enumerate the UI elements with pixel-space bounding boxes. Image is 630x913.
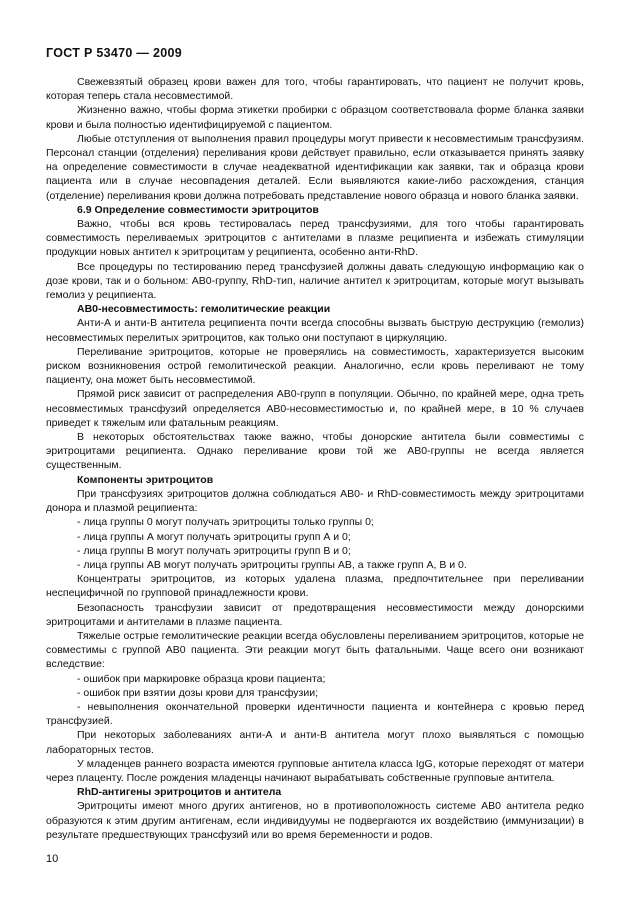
page-number: 10 (46, 853, 59, 865)
paragraph: Безопасность трансфузии зависит от предотвращения несовместимости между донорскими эритроцитами и антителами в плазме пациента. (46, 601, 584, 628)
list-item: - лица группы 0 могут получать эритроциты только группы 0; (77, 516, 374, 529)
list-item: - лица группы АВ могут получать эритроциты группы АВ, а также групп А, В и 0. (77, 558, 467, 571)
subsection-heading: АВ0-несовместимость: гемолитические реакции (77, 303, 331, 316)
list-item: - лица группы А могут получать эритроциты групп А и 0; (77, 530, 351, 543)
paragraph: При некоторых заболеваниях анти-А и анти-В антитела могут плохо выявляться с помощью лабораторных тестов. (46, 729, 584, 756)
paragraph: Жизненно важно, чтобы форма этикетки пробирки с образцом соответствовала форме бланка заявки крови и была полностью идентифицируемой с пациентом. (46, 104, 584, 131)
paragraph: Тяжелые острые гемолитические реакции всегда обусловлены переливанием эритроцитов, которые не совместимы с группой АВ0 пациента. Эти реакции могут быть фатальными. Чаще всего они возникают вследствие: (46, 629, 584, 671)
paragraph: Свежевзятый образец крови важен для того, чтобы гарантировать, что пациент не получит кровь, которая теперь стала несовместимой. (46, 76, 584, 103)
list-item: - ошибок при взятии дозы крови для трансфузии; (77, 686, 319, 699)
subsection-heading: RhD-антигены эритроцитов и антитела (77, 786, 282, 799)
paragraph: Прямой риск зависит от распределения АВ0-групп в популяции. Обычно, по крайней мере, одна треть несовместимых трансфузий определяется АВ0-несовместимостью и, по крайней мере, в 10 % случаев приведет к тяжелым или фатальным реакциям. (46, 388, 584, 429)
document-header: ГОСТ Р 53470 — 2009 (46, 46, 182, 60)
paragraph: Все процедуры по тестированию перед трансфузией должны давать следующую информацию как о дозе крови, так и о больном: АВ0-группу, RhD-тип, наличие антител к эритроцитам, которые могут вызывать гемолиз у реципиента. (46, 260, 584, 302)
paragraph: Анти-А и анти-В антитела реципиента почти всегда способны вызвать быструю деструкцию (гемолиз) несовместимых перелитых эритроцитов, как только они поступают в циркуляцию. (46, 317, 584, 344)
paragraph: Переливание эритроцитов, которые не проверялись на совместимость, характеризуется высоким риском возникновения острой гемолитической реакции. Аналогично, если кровь переливают не тому пациенту, она может быть несовместимой. (46, 345, 584, 387)
paragraph: В некоторых обстоятельствах также важно, чтобы донорские антитела были совместимы с эритроцитами реципиента. Однако переливание крови той же АВ0-группы не всегда является существенным. (46, 431, 584, 472)
paragraph: У младенцев раннего возраста имеются групповые антитела класса IgG, которые переходят от матери через плаценту. После рождения младенцы начинают вырабатывать собственные групповые антитела. (46, 757, 584, 784)
list-item: - невыполнения окончательной проверки идентичности пациента и контейнера с кровью перед трансфузией. (46, 700, 584, 728)
section-heading: 6.9 Определение совместимости эритроцитов (77, 203, 319, 216)
paragraph: Любые отступления от выполнения правил процедуры могут привести к несовместимым трансфузиям. Персонал станции (отделения) переливания крови действует правильно, если отказывается принять заявку на определение совместимости в случае неадекватной идентификации как заявки, так и образца крови пациента или в случае несовпадения деталей. Если выявляются какие-либо расхождения, станция (отделение) переливания крови должна потребовать представление нового образца и нового бланка заявки. (46, 132, 584, 202)
list-item: - лица группы В могут получать эритроциты групп В и 0; (77, 544, 351, 557)
subsection-heading: Компоненты эритроцитов (77, 473, 214, 486)
body-text (46, 75, 584, 842)
paragraph: Важно, чтобы вся кровь тестировалась перед трансфузиями, для того чтобы гарантировать совместимость переливаемых эритроцитов с антителами в плазме реципиента и избежать стимуляции продукции новых антител к эритроцитам у реципиента, особенно анти-RhD. (46, 218, 584, 259)
paragraph: Эритроциты имеют много других антигенов, но в противоположность системе АВ0 антитела редко образуются к этим другим антигенам, если индивидуумы не подвергаются их воздействию (иммунизации) в результате предшествующих трансфузий или во время беременности и родов. (46, 800, 584, 841)
paragraph: При трансфузиях эритроцитов должна соблюдаться АВ0- и RhD-совместимость между эритроцитами донора и плазмой реципиента: (46, 487, 584, 515)
list-item: - ошибок при маркировке образца крови пациента; (77, 672, 326, 685)
paragraph: Концентраты эритроцитов, из которых удалена плазма, предпочтительнее при переливании неспецифичной по групповой принадлежности крови. (46, 573, 584, 600)
